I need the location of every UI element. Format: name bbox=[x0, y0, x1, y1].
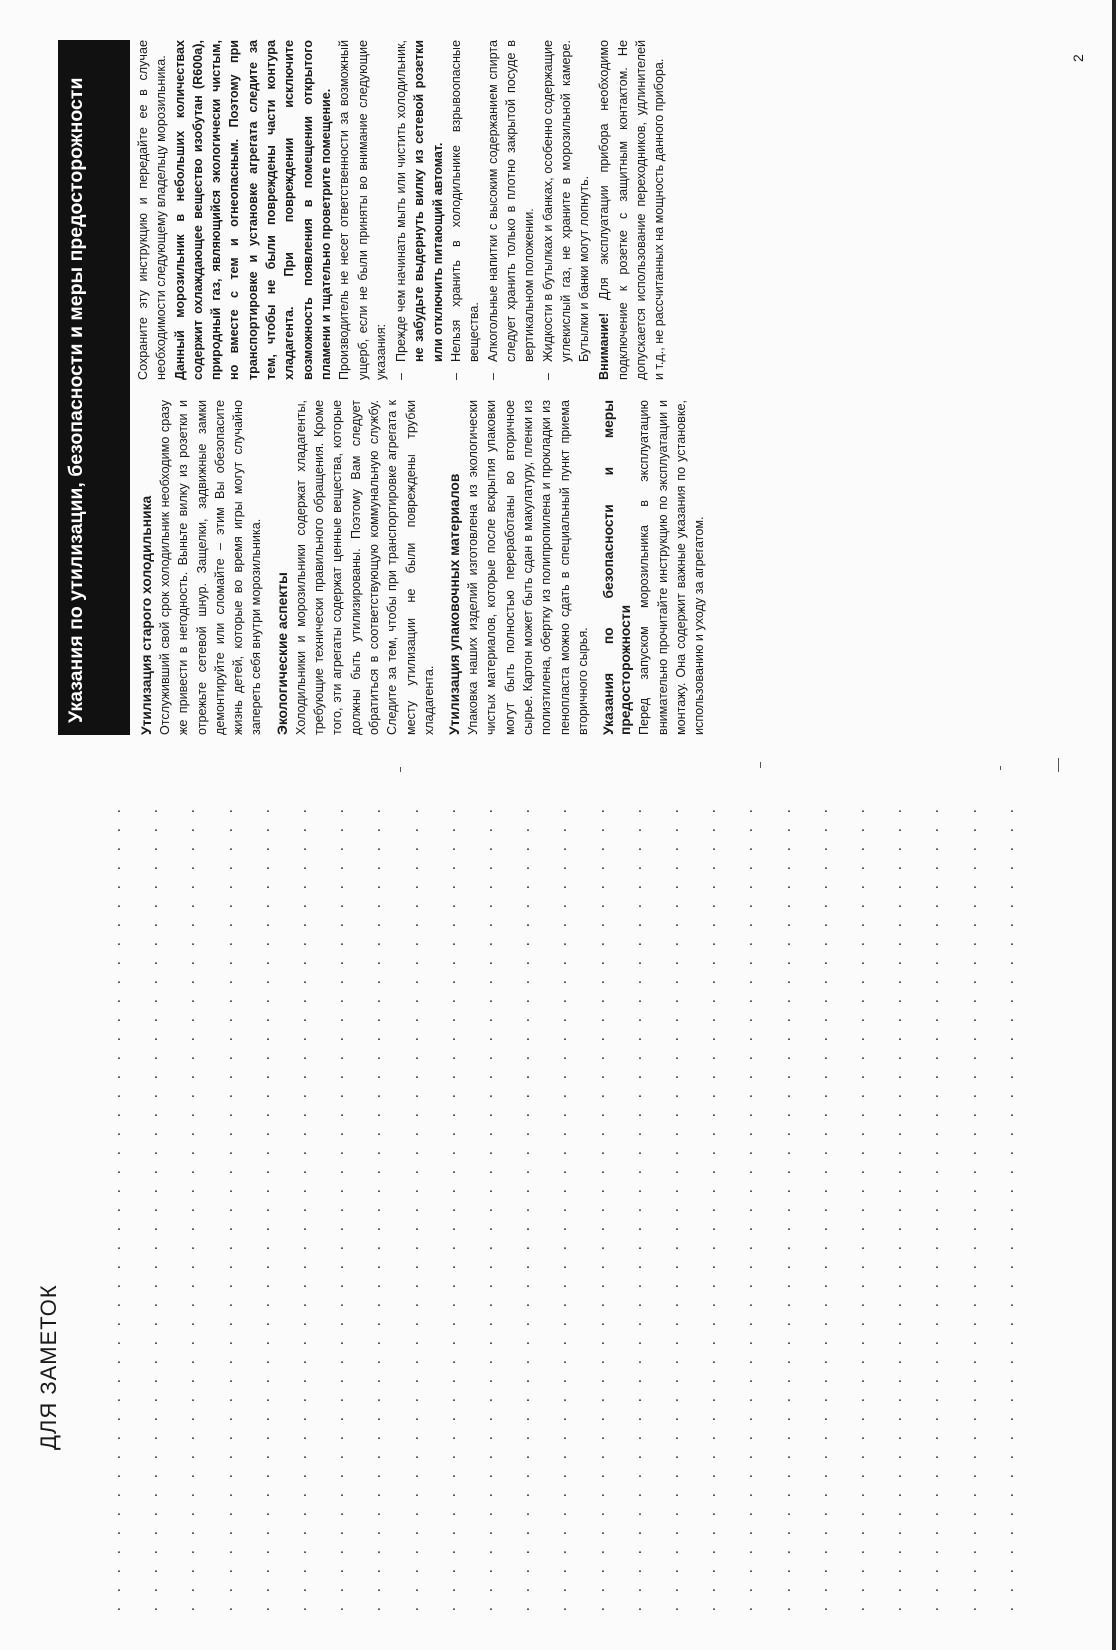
section-heading: Экологические аспекты bbox=[274, 572, 290, 735]
dotted-note-line bbox=[862, 800, 864, 1610]
text-column-right bbox=[134, 40, 669, 380]
dotted-note-line bbox=[788, 800, 790, 1610]
dotted-note-line bbox=[899, 800, 901, 1610]
dotted-note-line bbox=[118, 800, 120, 1610]
attention-label: Внимание! bbox=[597, 312, 612, 380]
scan-mark bbox=[760, 762, 761, 768]
paragraph: Производитель не несет ответственности за возможный ущерб, если не были приняты во внимание следующие указания: bbox=[337, 40, 388, 380]
section-heading: Указания по безопасности и меры предосторожности bbox=[601, 400, 634, 735]
paragraph: Сохраните эту инструкцию и передайте ее в случае необходимости следующему владельцу морозильника. bbox=[136, 40, 169, 380]
dotted-note-line bbox=[527, 800, 529, 1610]
list-item-bold: не забудьте выдернуть вилку из сетевой розетки или отключить питающий автомат. bbox=[412, 40, 445, 362]
list-item-text: Прежде чем начинать мыть или чистить холодильник, bbox=[394, 40, 409, 362]
instruction-list bbox=[392, 40, 593, 380]
section-heading: Утилизация упаковочных материалов bbox=[447, 473, 463, 735]
list-item: – Жидкости в бутылках и банках, особенно содержащие углекислый газ, не храните в морозильной камере. Бутылки и банки могут лопнуть. bbox=[539, 40, 594, 380]
dotted-note-line bbox=[304, 800, 306, 1610]
section-heading: Утилизация старого холодильника bbox=[139, 495, 154, 735]
dotted-note-line bbox=[936, 800, 938, 1610]
dotted-note-line bbox=[230, 800, 232, 1610]
dotted-note-line bbox=[639, 800, 641, 1610]
dotted-note-line bbox=[564, 800, 566, 1610]
dotted-note-line bbox=[155, 800, 157, 1610]
dotted-note-line bbox=[750, 800, 752, 1610]
dotted-note-line bbox=[453, 800, 455, 1610]
dotted-note-line bbox=[974, 800, 976, 1610]
page-title: Указания по утилизации, безопасности и меры предосторожности bbox=[58, 40, 130, 735]
dotted-note-line bbox=[192, 800, 194, 1610]
text-column-left bbox=[134, 400, 708, 735]
section-text: Отслуживший свой срок холодильник необходимо сразу же привести в негодность. Выньте вилку из розетки и отрежьте сетевой шнур. Защелки, задвижные замки демонтируйте или сломайте – этим Вы обезопасите жизнь детей, которые во время игры могут случайно запереть себя внутри морозильника. bbox=[158, 400, 264, 735]
section-text: Холодильники и морозильники содержат хладагенты, требующие технически правильного обращения. Кроме того, эти агрегаты содержат ценные вещества, которые должны быть утилизированы. Поэтому Вам следует обратиться в соответствующую коммунальную службу. Следите за тем, чтобы при транспортировке агрегата к месту утилизации не были повреждены трубки хладагента. bbox=[293, 400, 436, 735]
list-item: – Алкогольные напитки с высоким содержанием спирта следует хранить только в плотно закрытой посуде в вертикальном положении. bbox=[484, 40, 539, 380]
list-item: – Нельзя хранить в холодильнике взрывоопасные вещества. bbox=[447, 40, 484, 380]
dotted-note-line bbox=[341, 800, 343, 1610]
dotted-note-line bbox=[416, 800, 418, 1610]
scan-mark bbox=[400, 767, 401, 772]
scan-mark bbox=[1000, 766, 1001, 770]
section-text: Перед запуском морозильника в эксплуатацию внимательно прочитайте инструкцию по эксплуатации и монтажу. Она содержит важные указания по установке, использованию и уходу за агрегатом. bbox=[637, 400, 707, 735]
dotted-note-line bbox=[490, 800, 492, 1610]
dotted-note-line bbox=[713, 800, 715, 1610]
page-number: 2 bbox=[1070, 54, 1086, 62]
notes-title: ДЛЯ ЗАМЕТОК bbox=[36, 1284, 61, 1450]
dotted-note-line bbox=[676, 800, 678, 1610]
warning-paragraph: Данный морозильник в небольших количествах содержит охлаждающее вещество изобутан (R600a), природный газ, являющийся экологически чистым, но вместе с тем и огнеопасным. Поэтому при транспортировке и установке агрегата следите за тем, чтобы не были повреждены части контура хладагента. При повреждении исключите возможность появления в помещении открытого пламени и тщательно проветрите помещение. bbox=[172, 40, 333, 380]
dotted-note-line bbox=[378, 800, 380, 1610]
section-text: Упаковка наших изделий изготовлена из экологически чистых материалов, которые после вскрытия упаковки могут быть полностью переработаны во вторичное сырье. Картон может быть сдан в макулатуру, пленки из полиэтилена, обертку из полипропилена и прокладки из пенопласта можно сдать в специальный пункт приема вторичного сырья. bbox=[466, 400, 590, 735]
list-item bbox=[392, 40, 447, 380]
dotted-note-line bbox=[1011, 800, 1013, 1610]
attention-paragraph bbox=[595, 40, 668, 380]
scan-mark bbox=[1058, 758, 1059, 772]
dotted-note-line bbox=[602, 800, 604, 1610]
dotted-note-line bbox=[267, 800, 269, 1610]
bottom-rule bbox=[1112, 0, 1116, 1650]
attention-text: Для эксплуатации прибора необходимо подключение к розетке с защитным контактом. Не допускается использование переходников, удлинителей и т.д., не рассчитанных на мощность данного прибора. bbox=[597, 40, 667, 380]
dotted-note-line bbox=[825, 800, 827, 1610]
